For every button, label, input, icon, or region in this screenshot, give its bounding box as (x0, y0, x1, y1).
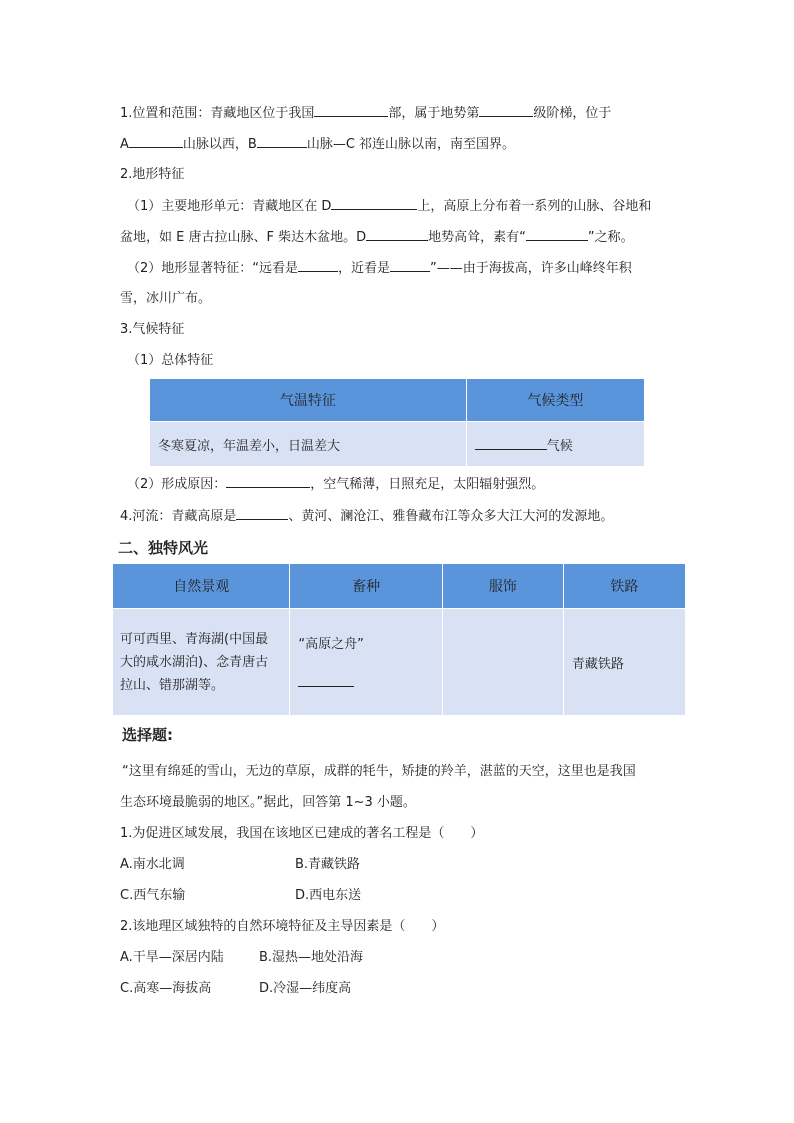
table-header: 铁路 (563, 564, 685, 609)
question-1: 1.为促进区域发展，我国在该地区已建成的著名工程是（ ） (120, 826, 484, 841)
boundary-line: A 山脉以西，B 山脉—C 祁连山脉以南，南至国界。 (120, 137, 516, 152)
blank[interactable] (479, 104, 533, 117)
climate-cause-line: （2）形成原因： ，空气稀薄，日照充足，太阳辐射强烈。 (127, 477, 545, 492)
river-line: 4.河流：青藏高原是 、黄河、澜沧江、雅鲁藏布江等众多大江大河的发源地。 (120, 509, 614, 524)
section-title: 二、独特风光 (118, 539, 209, 557)
table-header: 气温特征 (150, 379, 467, 422)
blank[interactable] (366, 228, 428, 241)
blank[interactable] (314, 104, 388, 117)
livestock-cell: “高原之舟” (290, 609, 442, 716)
location-line: 1.位置和范围：青藏地区位于我国 部，属于地势第 级阶梯，位于 (120, 106, 612, 121)
blank[interactable] (331, 197, 417, 210)
table-cell: 冬寒夏凉，年温差小，日温差大 (150, 422, 467, 467)
scenery-table (112, 563, 686, 716)
table-header: 自然景观 (113, 564, 290, 609)
table-header: 气候类型 (466, 379, 644, 422)
railway-cell: 青藏铁路 (563, 609, 685, 716)
table-cell: 气候 (466, 422, 644, 467)
option[interactable]: C.高寒—海拔高 (120, 981, 212, 996)
option[interactable]: B.青藏铁路 (295, 857, 361, 872)
terrain-feature-line: （2）地形显著特征：“远看是 ，近看是 ”——由于海拔高，许多山峰终年积 (127, 261, 632, 276)
blank[interactable] (226, 475, 310, 488)
option[interactable]: B.湿热—地处沿海 (259, 950, 364, 965)
option[interactable]: A.干旱—深居内陆 (120, 950, 224, 965)
blank[interactable] (257, 135, 307, 148)
terrain-feature-line-2: 雪，冰川广布。 (120, 291, 212, 306)
climate-heading: 3.气候特征 (120, 322, 185, 337)
question-2: 2.该地理区域独特的自然环境特征及主导因素是（ ） (120, 919, 445, 934)
quiz-intro: “这里有绵延的雪山，无边的草原，成群的牦牛，矫捷的羚羊，湛蓝的天空，这里也是我国 (122, 764, 636, 779)
blank[interactable] (129, 135, 183, 148)
option[interactable]: C.西气东输 (120, 888, 186, 903)
option[interactable]: A.南水北调 (120, 857, 185, 872)
climate-table (149, 378, 645, 467)
blank[interactable] (526, 228, 588, 241)
terrain-units-line: （1）主要地形单元：青藏地区在 D 上，高原上分布着一系列的山脉、谷地和 (127, 199, 652, 214)
climate-overall-heading: （1）总体特征 (127, 353, 214, 368)
table-header: 服饰 (442, 564, 563, 609)
blank[interactable] (236, 507, 288, 520)
blank[interactable] (298, 259, 338, 272)
option[interactable]: D.冷湿—纬度高 (259, 981, 352, 996)
blank[interactable] (298, 674, 354, 687)
table-header: 畜种 (290, 564, 442, 609)
quiz-intro-2: 生态环境最脆弱的地区。”据此，回答第 1~3 小题。 (120, 795, 416, 810)
option[interactable]: D.西电东送 (295, 888, 362, 903)
blank[interactable] (475, 437, 547, 450)
terrain-heading: 2.地形特征 (120, 167, 185, 182)
terrain-units-line-2: 盆地，如 E 唐古拉山脉、F 柴达木盆地。D 地势高耸，素有“ ”之称。 (120, 230, 634, 245)
clothing-cell (442, 609, 563, 716)
scenery-cell: 可可西里、青海湖(中国最 大的咸水湖泊)、念青唐古 拉山、错那湖等。 (113, 609, 290, 716)
blank[interactable] (390, 259, 430, 272)
quiz-title: 选择题: (122, 726, 173, 744)
